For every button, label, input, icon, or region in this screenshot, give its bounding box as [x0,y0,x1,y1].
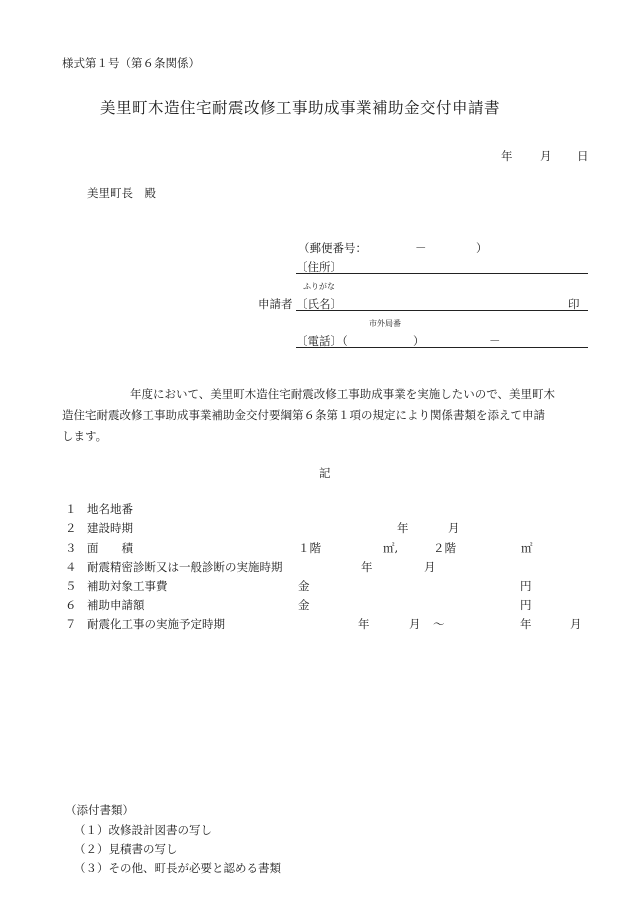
addressee: 美里町長 殿 [87,186,156,200]
body-line-3: します。 [62,429,108,443]
item-1-label: 地名地番 [87,502,133,516]
phone-dash: － [489,334,501,348]
item-7-year2: 年 [520,617,532,631]
item-4-label: 耐震精密診断又は一般診断の実施時期 [87,560,283,574]
date-month: 月 [540,149,552,163]
item-3-unit2: ㎡ [521,541,533,555]
postal-close: ） [476,241,488,255]
item-5-unit: 円 [520,579,532,593]
item-2-number: ２ [65,521,77,535]
attachment-item-1: （１）改修設計図書の写し [74,823,212,837]
phone-line [296,347,588,348]
item-2-month: 月 [448,521,460,535]
item-6-number: ６ [65,598,77,612]
phone-close: ） [413,334,425,348]
furigana-label: ふりがな [303,282,335,291]
item-7-month: 月 [409,617,421,631]
name-line [296,310,588,311]
attachments-heading: （添付書類） [65,803,134,817]
date-day: 日 [577,149,589,163]
item-5-number: ５ [65,579,77,593]
date-year: 年 [501,149,513,163]
address-label: 〔住所〕 [296,260,342,274]
body-line-2: 造住宅耐震改修工事助成事業補助金交付要綱第６条第１項の規定により関係書類を添えて申請 [62,408,545,422]
applicant-label: 申請者 [258,297,293,311]
exchange-label: 市外局番 [369,319,401,328]
item-3-floor1: １階 [298,541,321,555]
item-4-year: 年 [361,560,373,574]
item-7-tilde: ～ [433,617,445,631]
item-3-floor2: ２階 [433,541,456,555]
item-3-number: ３ [65,541,77,555]
item-5-prefix: 金 [298,579,310,593]
item-3-unit1: ㎡, [383,541,399,555]
document-title: 美里町木造住宅耐震改修工事助成事業補助金交付申請書 [100,99,501,117]
item-7-month2: 月 [570,617,582,631]
postal-dash: － [415,241,427,255]
ki-mark: 記 [319,466,331,480]
seal-mark: 印 [568,297,580,311]
address-line [296,273,588,274]
item-7-label: 耐震化工事の実施予定時期 [87,617,225,631]
name-label: 〔氏名〕 [296,297,342,311]
item-5-label: 補助対象工事費 [87,579,168,593]
item-7-number: ７ [65,617,77,631]
phone-label: 〔電話〕（ [296,334,348,348]
item-2-label: 建設時期 [87,521,133,535]
item-4-month: 月 [424,560,436,574]
item-6-prefix: 金 [298,598,310,612]
item-7-year: 年 [358,617,370,631]
form-number: 様式第１号（第６条関係） [62,56,200,70]
body-line-1: 年度において、美里町木造住宅耐震改修工事助成事業を実施したいので、美里町木 [130,387,556,401]
attachment-item-3: （３）その他、町長が必要と認める書類 [74,861,281,875]
item-3-label: 面 積 [87,541,133,555]
item-6-label: 補助申請額 [87,598,145,612]
postal-label: （郵便番号： [298,241,367,255]
item-2-year: 年 [397,521,409,535]
attachment-item-2: （２）見積書の写し [74,842,178,856]
item-1-number: １ [65,502,77,516]
item-4-number: ４ [65,560,77,574]
item-6-unit: 円 [520,598,532,612]
